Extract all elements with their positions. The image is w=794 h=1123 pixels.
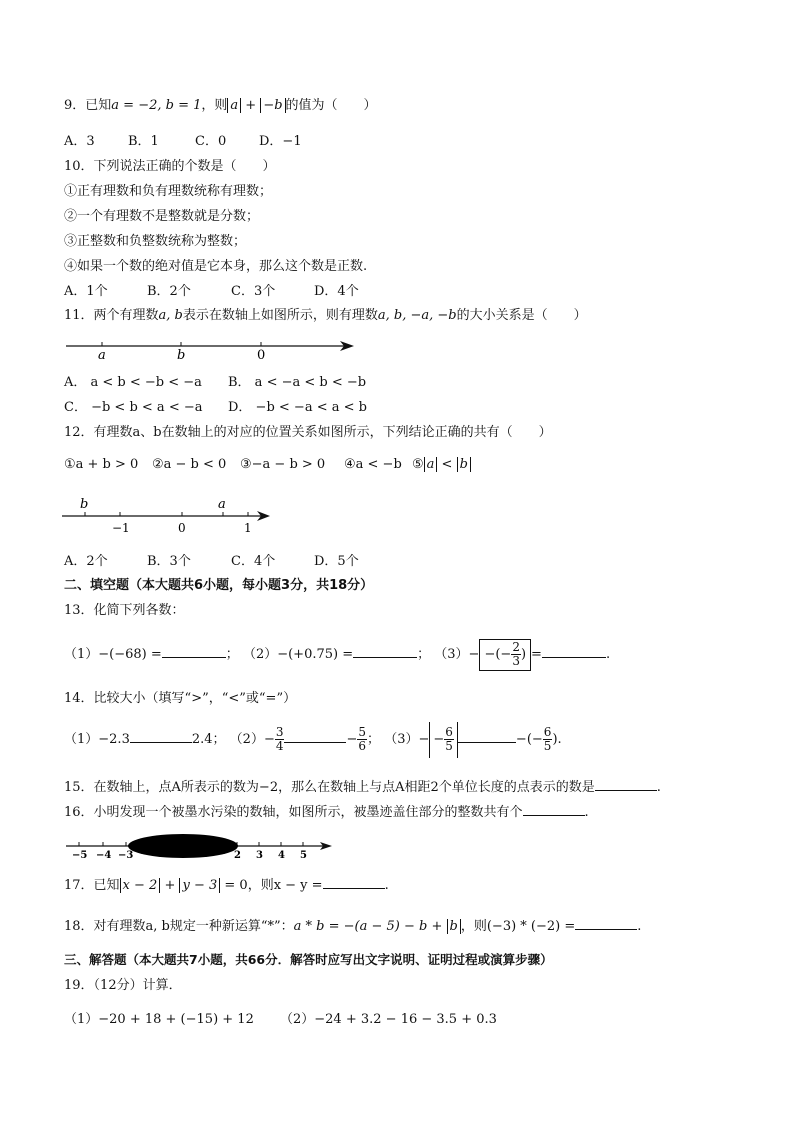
q18-stem-suffix: ，则(−3) * (−2) = xyxy=(460,919,576,934)
q12-option-d: D．5个 xyxy=(314,554,359,569)
q17-abs-2: y − 3 xyxy=(179,878,220,893)
q14-part-2-minus: − xyxy=(346,732,358,747)
q12-cond-2: ②a − b < 0 xyxy=(152,457,227,472)
q11-option-b: B． a < −a < b < −b xyxy=(228,375,367,390)
q12-axis-label-b: b xyxy=(80,497,89,512)
q17-line xyxy=(64,876,389,895)
q11-options-row-1 xyxy=(64,374,366,392)
q13-end: . xyxy=(605,647,611,662)
q10-item-1: ①正有理数和负有理数统称有理数； xyxy=(64,184,273,199)
q18-rule-abs-b: b xyxy=(447,919,461,934)
q18-stem-prefix: 18．对有理数a, b规定一种新运算“*”： xyxy=(64,919,294,934)
q10-option-a: A．1个 xyxy=(64,284,108,299)
q10-item-2: ②一个有理数不是整数就是分数； xyxy=(64,209,260,224)
q13-fraction-den: 3 xyxy=(512,654,520,668)
q12-cond-1: ①a + b > 0 xyxy=(64,457,139,472)
q13-blank-3[interactable] xyxy=(542,645,606,658)
q12-stem: 12．有理数a、b在数轴上的对应的位置关系如图所示，下列结论正确的共有（ ） xyxy=(64,425,552,440)
q9-option-a: A．3 xyxy=(64,134,95,149)
q9-stem xyxy=(64,97,377,115)
q10-options xyxy=(64,283,359,301)
q14-fraction-1-den: 4 xyxy=(275,739,284,753)
q16-ink-blot xyxy=(128,834,238,858)
q12-number-line xyxy=(58,494,278,536)
q16-axis-label-5: 5 xyxy=(300,850,307,861)
q14-blank-1[interactable] xyxy=(130,730,192,743)
q10-option-b: B．2个 xyxy=(147,284,191,299)
q11-axis-label-0: 0 xyxy=(257,348,266,361)
q11-axis-label-b: b xyxy=(177,348,186,361)
q18-rule: a * b = −(a − 5) − b + xyxy=(293,919,447,934)
q12-option-a: A．2个 xyxy=(64,554,108,569)
q12-option-b: B．3个 xyxy=(147,554,191,569)
q15-blank[interactable] xyxy=(595,778,657,791)
q18-blank[interactable] xyxy=(575,917,637,930)
q15-stem: 15．在数轴上，点A所表示的数为−2，那么在数轴上与点A相距2个单位长度的点表示的数是 xyxy=(64,780,595,795)
q14-fraction-4 xyxy=(543,726,553,753)
q13-bracket: −(− $\frac{2}{3}$ ) xyxy=(479,639,531,671)
q14-fraction-3-num: 6 xyxy=(445,725,453,739)
q13-parts xyxy=(64,638,610,672)
q14-blank-2[interactable] xyxy=(284,730,346,743)
q9-plus: + xyxy=(241,98,261,113)
q14-part-2-sep: ； xyxy=(367,732,381,747)
q13-stem: 13．化简下列各数： xyxy=(64,603,185,618)
q14-fraction-4-den: 5 xyxy=(543,739,552,753)
q19-stem: 19．（12分）计算． xyxy=(64,978,182,993)
q9-option-d: D．−1 xyxy=(259,134,302,149)
q12-cond-4: ④a < −b xyxy=(344,457,402,472)
q17-stem-suffix: = 0，则x − y = xyxy=(220,878,323,893)
q16-line xyxy=(64,803,589,822)
q9-condition: a = −2, b = 1 xyxy=(111,98,202,113)
q13-inner-minus-2: − xyxy=(500,647,512,662)
q13-sep-2: ； xyxy=(417,647,431,662)
q17-abs-1: x − 2 xyxy=(120,878,161,893)
q15-end: . xyxy=(656,780,661,795)
q16-end: . xyxy=(584,805,589,820)
q12-conditions xyxy=(64,456,471,474)
q10-item-4: ④如果一个数的绝对值是它本身，那么这个数是正数. xyxy=(64,259,368,274)
q13-part-3-prefix: （3）− xyxy=(434,647,480,662)
q11-options-row-2 xyxy=(64,399,367,417)
q10-option-c: C．3个 xyxy=(231,284,276,299)
q14-abs xyxy=(429,722,458,758)
q16-ink-number-line xyxy=(62,832,342,862)
q19-part-2: （2）−24 + 3.2 − 16 − 3.5 + 0.3 xyxy=(280,1012,497,1027)
q17-plus: + xyxy=(160,878,180,893)
q14-part-3-prefix: （3）− xyxy=(384,732,430,747)
q13-blank-1[interactable] xyxy=(162,645,226,658)
q14-part-1-right: 2.4； xyxy=(191,732,226,747)
q12-cond-5-marker: ⑤ xyxy=(412,457,424,472)
q12-axis-label-0: 0 xyxy=(178,521,186,535)
q13-part-2: （2）−(+0.75) = xyxy=(242,647,354,662)
q12-axis-label-neg1: −1 xyxy=(112,521,130,535)
q9-option-b: B．1 xyxy=(128,134,159,149)
section-3-title: 三、解答题（本大题共7小题，共66分．解答时应写出文字说明、证明过程或演算步骤） xyxy=(64,952,553,967)
q16-axis-label-4: 4 xyxy=(278,850,285,861)
q15-line xyxy=(64,778,661,797)
q10-stem: 10．下列说法正确的个数是（ ） xyxy=(64,159,276,174)
q19-part-1: （1）−20 + 18 + (−15) + 12 xyxy=(64,1012,254,1027)
q14-blank-3[interactable] xyxy=(458,730,516,743)
q14-abs-minus: − xyxy=(433,732,445,747)
q14-fraction-3 xyxy=(444,726,454,753)
q16-axis-label-neg4: −4 xyxy=(96,850,112,861)
q14-part-3-minus: − xyxy=(515,732,527,747)
q16-axis-label-neg5: −5 xyxy=(72,850,88,861)
q11-option-d: D． −b < −a < a < b xyxy=(228,400,367,415)
q14-part-3-neg: − xyxy=(531,732,543,747)
q11-stem xyxy=(64,307,587,325)
q14-end: . xyxy=(557,732,562,747)
q11-option-c: C． −b < b < a < −a xyxy=(64,400,203,415)
q12-options xyxy=(64,553,359,571)
q18-end: . xyxy=(637,919,642,934)
q14-parts: （1）−2.3 2.4； （2）− $\frac{3}{4}$ − $\frac{5}{6}$ ； （3）− − $\frac{6}{5}$ −(− $\frac{6}{5}$ ). xyxy=(64,722,562,758)
q11-number-line xyxy=(60,335,360,361)
q9-stem-suffix: 的值为（ ） xyxy=(285,98,377,113)
q19-parts xyxy=(64,1011,497,1029)
q14-part-1-left: （1）−2.3 xyxy=(64,732,130,747)
q14-stem: 14．比较大小（填写“>”，“<”或“=”） xyxy=(64,691,297,706)
q9-stem-mid: ，则 xyxy=(201,98,228,113)
q9-abs-a: a xyxy=(227,98,241,113)
q11-stem-prefix: 11．两个有理数 xyxy=(64,308,159,323)
q9-stem-prefix: 9．已知 xyxy=(64,98,112,113)
q10-item-3: ③正整数和负整数统称为整数； xyxy=(64,234,247,249)
q9-option-c: C．0 xyxy=(195,134,227,149)
q9-abs-neg-b: −b xyxy=(260,98,285,113)
q13-fraction-num: 2 xyxy=(512,640,520,654)
q14-fraction-2 xyxy=(357,726,367,753)
q13-blank-2[interactable] xyxy=(353,645,417,658)
q12-axis-label-1: 1 xyxy=(244,521,252,535)
q10-option-d: D．4个 xyxy=(314,284,359,299)
q16-axis-label-3: 3 xyxy=(256,850,263,861)
q14-fraction-2-num: 5 xyxy=(358,725,367,739)
q16-stem: 16．小明发现一个被墨水污染的数轴，如图所示，被墨迹盖住部分的整数共有个 xyxy=(64,805,523,820)
q14-fraction-4-num: 6 xyxy=(543,725,552,739)
q14-fraction-1-num: 3 xyxy=(275,725,284,739)
q18-line xyxy=(64,917,641,936)
q12-cond-3: ③−a − b > 0 xyxy=(240,457,326,472)
section-2-title: 二、填空题（本大题共6小题，每小题3分，共18分） xyxy=(64,578,374,593)
q12-option-c: C．4个 xyxy=(231,554,276,569)
q11-option-a: A． a < b < −b < −a xyxy=(64,375,202,390)
q11-vars2: a, b, −a, −b xyxy=(377,308,457,323)
q12-cond-5-abs-b: b xyxy=(457,457,471,472)
q11-stem-suffix: 的大小关系是（ ） xyxy=(456,308,587,323)
q13-part-3-eq: = xyxy=(531,647,542,662)
q13-part-1: （1）−(−68) = xyxy=(64,647,162,662)
q16-blank[interactable] xyxy=(523,803,585,816)
q13-inner-minus: − xyxy=(484,647,496,662)
q17-end: . xyxy=(384,878,389,893)
q14-fraction-2-den: 6 xyxy=(358,739,367,753)
q17-stem-prefix: 17．已知 xyxy=(64,878,120,893)
q14-fraction-1 xyxy=(275,726,285,753)
q12-cond-5-abs-a: a xyxy=(424,457,438,472)
q11-stem-mid: 表示在数轴上如图所示，则有理数 xyxy=(182,308,378,323)
q12-axis-label-a: a xyxy=(218,497,226,512)
q11-vars: a, b xyxy=(158,308,183,323)
q17-blank[interactable] xyxy=(323,876,385,889)
q14-fraction-3-den: 5 xyxy=(445,739,453,753)
q13-sep-1: ； xyxy=(225,647,239,662)
q14-part-2-prefix: （2）− xyxy=(229,732,275,747)
q12-cond-5-lt: < xyxy=(437,457,457,472)
q11-axis-label-a: a xyxy=(98,348,106,361)
q16-axis-label-neg3: −3 xyxy=(118,850,134,861)
q16-axis-label-2: 2 xyxy=(234,850,241,861)
q13-fraction xyxy=(511,641,521,668)
q9-options xyxy=(64,133,302,151)
